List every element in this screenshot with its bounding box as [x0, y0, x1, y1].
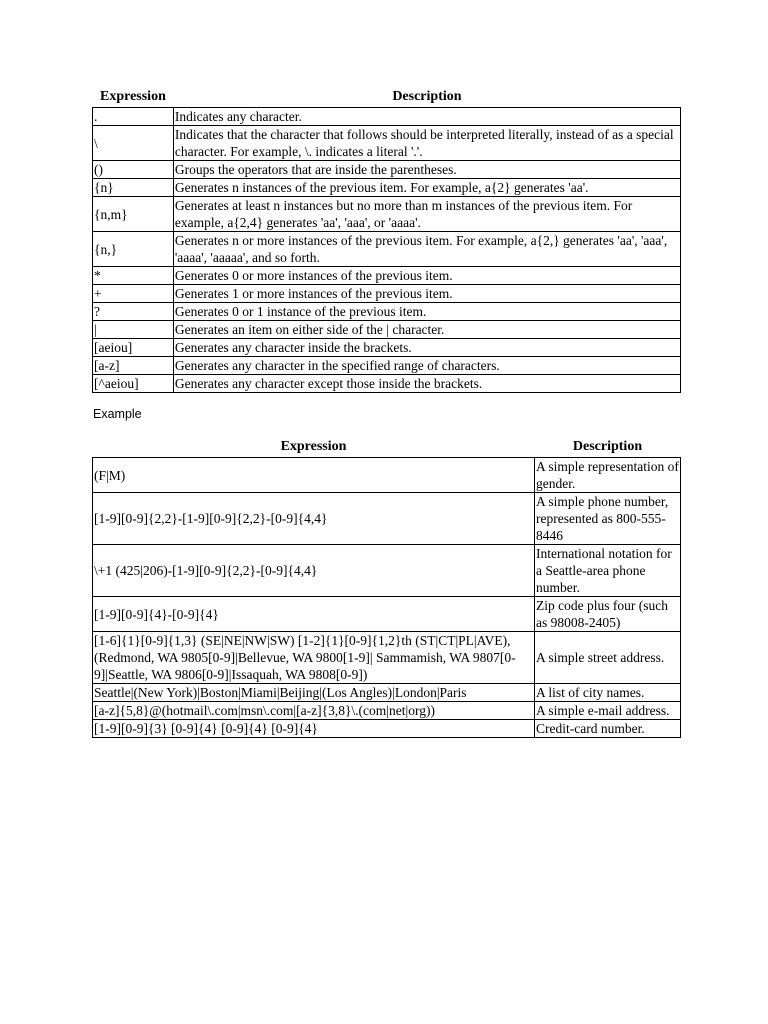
table-row: [93, 632, 681, 684]
description-cell: Credit-card number.: [535, 720, 681, 738]
expression-cell: \: [93, 126, 174, 161]
example-table: [92, 438, 681, 738]
description-cell: Generates 0 or more instances of the previous item.: [173, 267, 680, 285]
description-cell: Generates any character except those inside the brackets.: [173, 375, 680, 393]
description-cell: A simple street address.: [535, 632, 681, 684]
expression-cell: (F|M): [93, 458, 535, 493]
expression-cell: (): [93, 161, 174, 179]
expression-cell: [1-9][0-9]{3} [0-9]{4} [0-9]{4} [0-9]{4}: [93, 720, 535, 738]
description-cell: Generates 1 or more instances of the previous item.: [173, 285, 680, 303]
description-cell: Generates an item on either side of the | character.: [173, 321, 680, 339]
header-expression: Expression: [280, 439, 347, 454]
table-row: [93, 375, 681, 393]
table-row: [93, 684, 681, 702]
expression-cell: \+1 (425|206)-[1-9][0-9]{2,2}-[0-9]{4,4}: [93, 545, 535, 597]
reference-table: [92, 88, 681, 393]
expression-cell: {n,m}: [93, 197, 174, 232]
table-row: [93, 161, 681, 179]
table-row: [93, 321, 681, 339]
description-cell: Indicates that the character that follows should be interpreted literally, instead of as a special character. For example, \. indicates a literal '.'.: [173, 126, 680, 161]
description-cell: A simple representation of gender.: [536, 459, 679, 491]
table-row: [93, 339, 681, 357]
expression-cell: [aeiou]: [93, 339, 174, 357]
header-description: Description: [572, 439, 643, 454]
description-cell: Generates n or more instances of the previous item. For example, a{2,} generates 'aa', 'aaa', 'aaaa', 'aaaaa', and so forth.: [173, 232, 680, 267]
table-row: [93, 303, 681, 321]
table-row: [93, 357, 681, 375]
expression-cell: +: [93, 285, 174, 303]
description-cell: Generates any character inside the brackets.: [173, 339, 680, 357]
table-row: [93, 126, 681, 161]
expression-cell: [^aeiou]: [93, 375, 174, 393]
table-row: [93, 179, 681, 197]
description-cell: Generates 0 or 1 instance of the previous item.: [173, 303, 680, 321]
header-description: Description: [392, 89, 462, 104]
description-cell: A simple e-mail address.: [535, 702, 681, 720]
description-cell: International notation for a Seattle-area phone number.: [535, 545, 681, 597]
table-row: [93, 232, 681, 267]
description-cell: A simple phone number, represented as 800-555-8446: [535, 493, 681, 545]
description-cell: Groups the operators that are inside the parentheses.: [173, 161, 680, 179]
expression-cell: [a-z]: [93, 357, 174, 375]
table-row: [93, 545, 681, 597]
expression-cell: {n,}: [93, 232, 174, 267]
expression-cell: Seattle|(New York)|Boston|Miami|Beijing|(Los Angles)|London|Paris: [93, 684, 535, 702]
table-row: [93, 597, 681, 632]
expression-cell: *: [93, 267, 174, 285]
description-cell: Generates at least n instances but no more than m instances of the previous item. For example, a{2,4} generates 'aa', 'aaa', or 'aaaa'.: [173, 197, 680, 232]
table-row: [93, 702, 681, 720]
expression-cell: [a-z]{5,8}@(hotmail\.com|msn\.com|[a-z]{3,8}\.(com|net|org)): [93, 702, 535, 720]
description-cell: Indicates any character.: [173, 108, 680, 126]
expression-cell: .: [93, 108, 174, 126]
description-cell: Generates n instances of the previous item. For example, a{2} generates 'aa'.: [173, 179, 680, 197]
header-row: [93, 88, 681, 108]
header-row: [93, 438, 681, 458]
table-row: [93, 720, 681, 738]
table-row: [93, 493, 681, 545]
example-label: Example: [93, 407, 142, 421]
table-row: [93, 108, 681, 126]
expression-cell: [1-9][0-9]{4}-[0-9]{4}: [93, 597, 535, 632]
description-cell: Generates any character in the specified range of characters.: [173, 357, 680, 375]
table-row: [93, 458, 681, 493]
table-row: [93, 285, 681, 303]
expression-cell: |: [93, 321, 174, 339]
description-cell: A list of city names.: [535, 684, 681, 702]
expression-cell: {n}: [93, 179, 174, 197]
expression-cell: ?: [93, 303, 174, 321]
header-expression: Expression: [99, 89, 166, 104]
table-row: [93, 267, 681, 285]
expression-cell: [1-9][0-9]{2,2}-[1-9][0-9]{2,2}-[0-9]{4,4}: [93, 493, 535, 545]
expression-cell: [1-6]{1}[0-9]{1,3} (SE|NE|NW|SW) [1-2]{1}[0-9]{1,2}th (ST|CT|PL|AVE), (Redmond, WA 9805[0-9]|Bellevue, WA 9800[1-9]| Sammamish, WA 9807[0-9]|Seattle, WA 9806[0-9]|Issaquah, WA 9808[0-9]): [93, 632, 535, 684]
table-row: [93, 197, 681, 232]
description-cell: Zip code plus four (such as 98008-2405): [535, 597, 681, 632]
